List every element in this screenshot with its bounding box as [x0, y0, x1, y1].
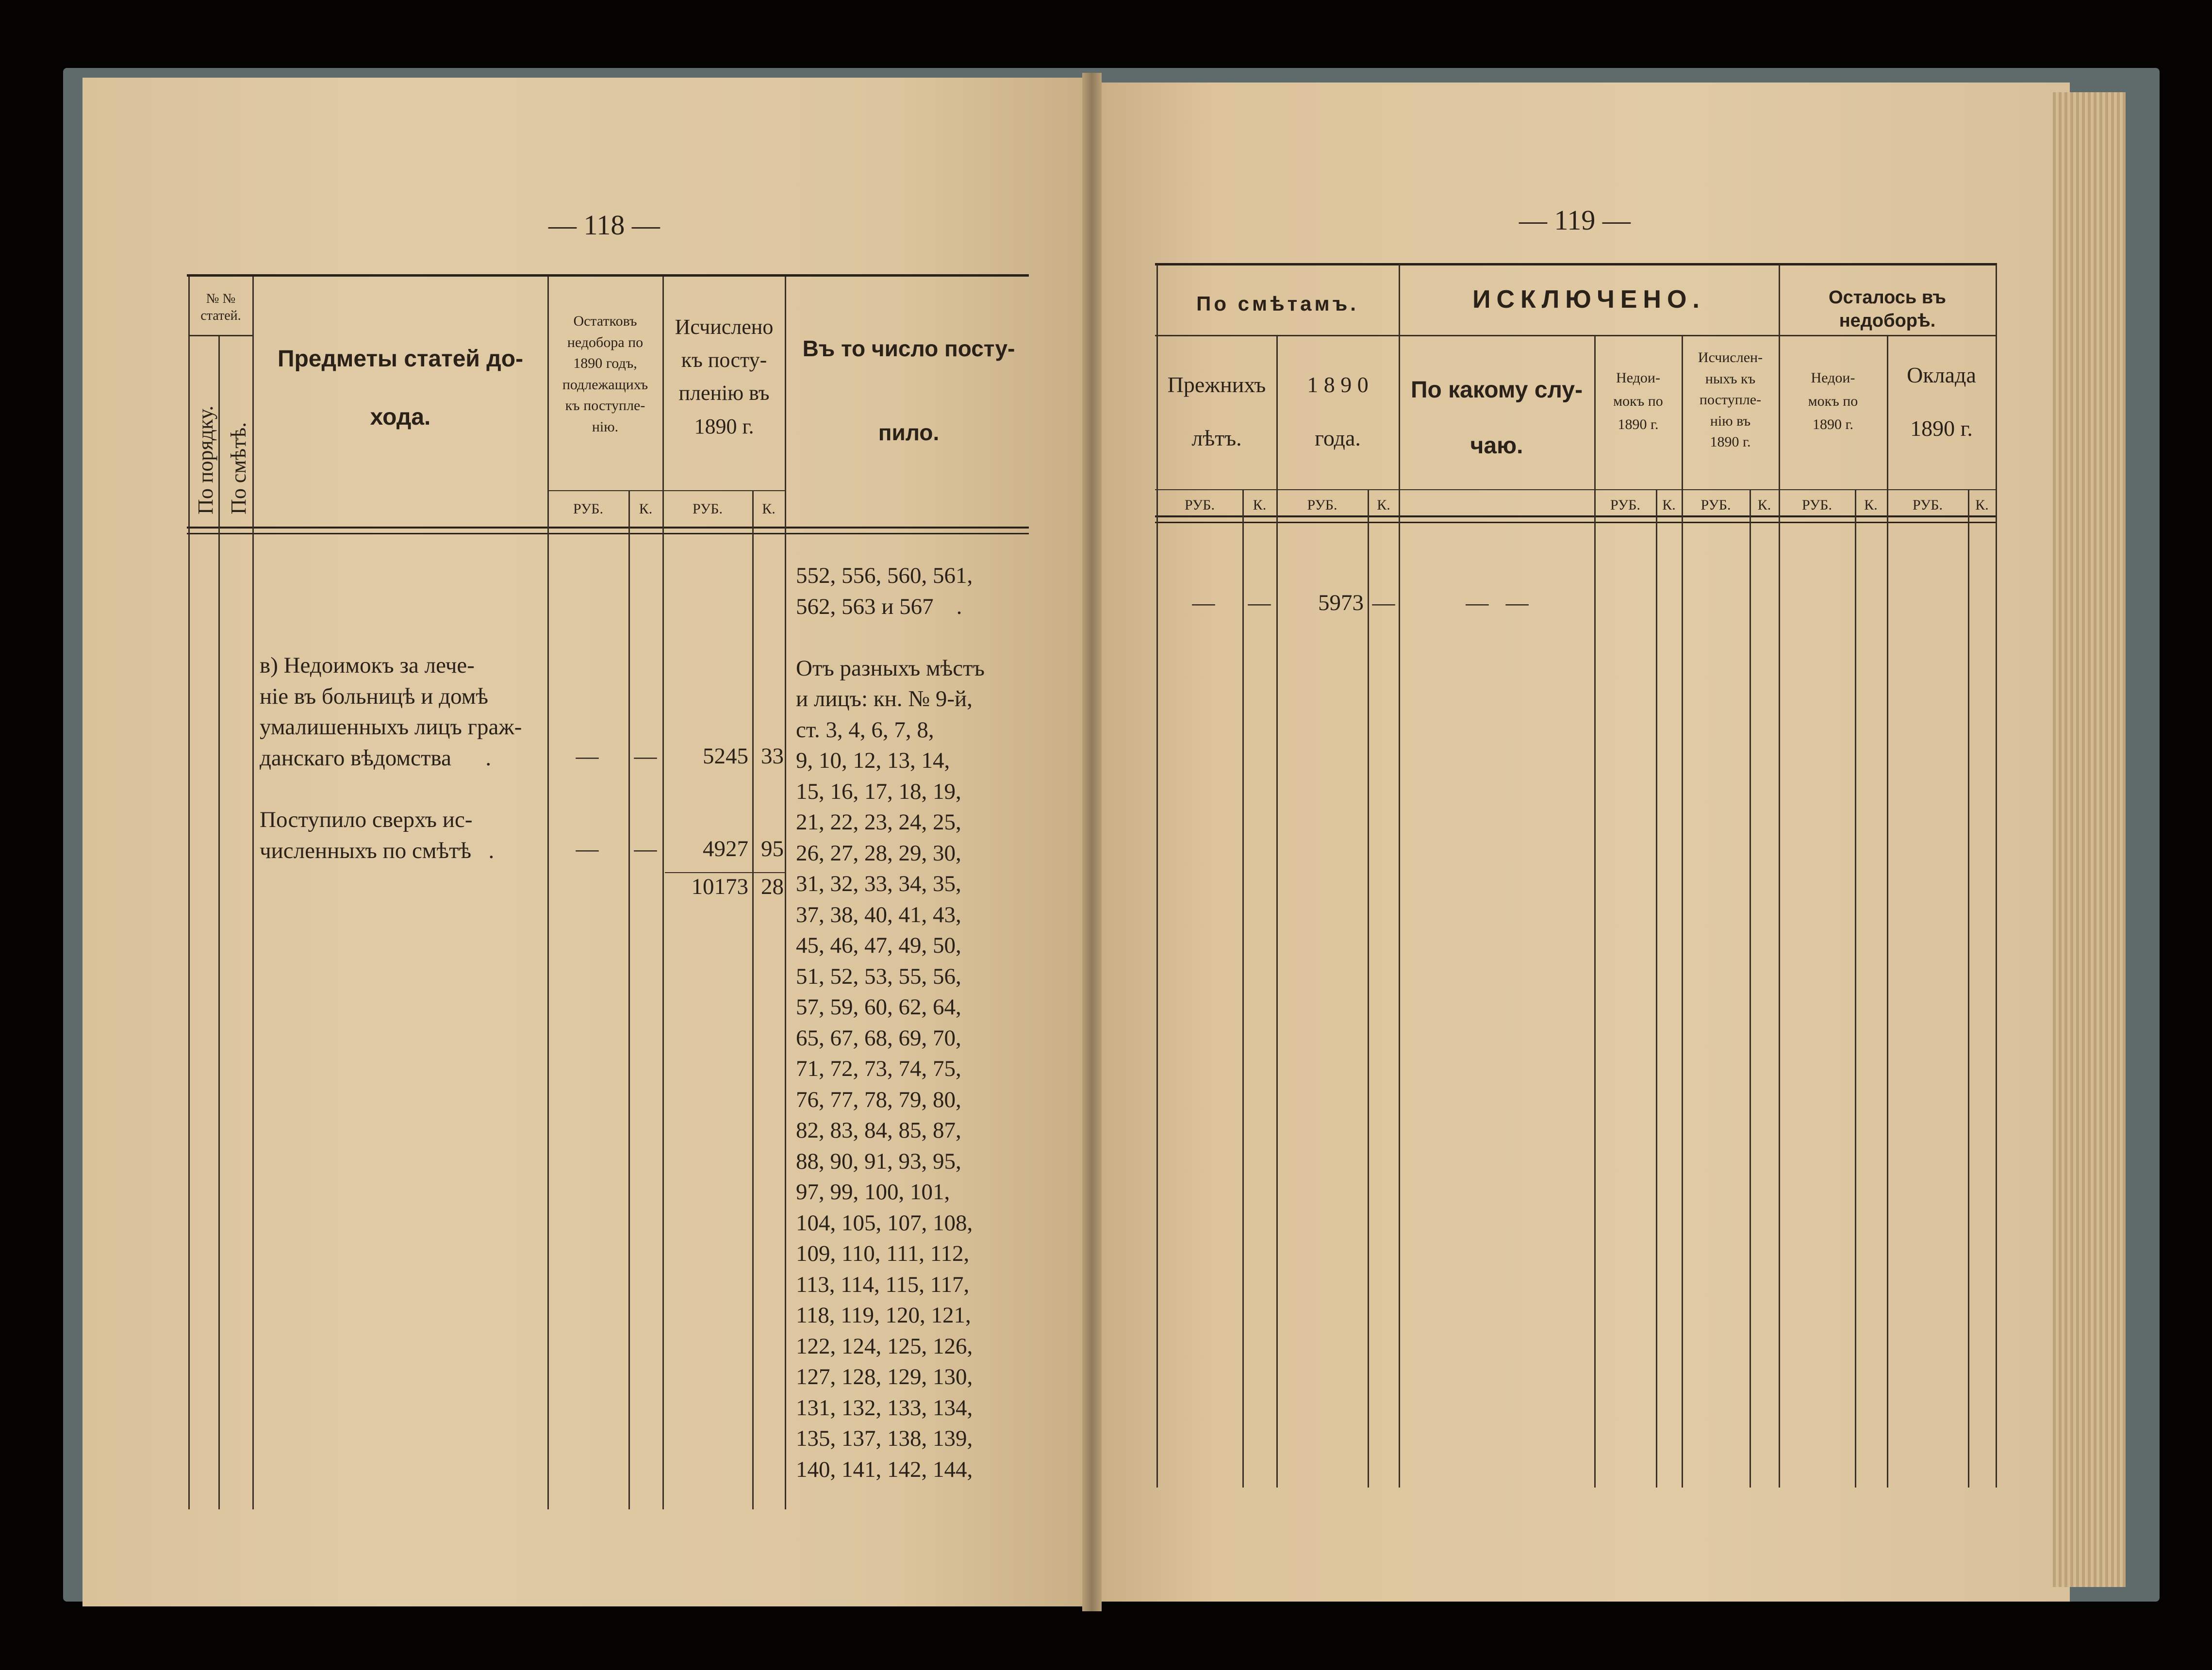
item-nedoimok-k2: 33 [761, 744, 784, 769]
col-line [1242, 490, 1244, 1488]
col-line [752, 490, 754, 1509]
col-line [1656, 490, 1657, 1488]
col-line [218, 335, 220, 1509]
unit-k: К. [1377, 497, 1390, 513]
header-po-poryadku: По порядку. [194, 405, 217, 514]
unit-rub: РУБ. [1307, 497, 1337, 513]
row-god-k: — [1372, 590, 1395, 615]
unit-k: К. [639, 501, 653, 517]
item-postupilo-k2: 95 [761, 836, 784, 861]
col-line [785, 277, 786, 1509]
row-line [188, 335, 252, 336]
left-header-rule-2 [187, 533, 1029, 534]
page-edges [2053, 92, 2126, 1587]
page-number-left: — 118 — [548, 209, 660, 241]
item-nedoimok-k1: — [634, 744, 657, 769]
row-line [1155, 489, 1997, 490]
col-line [1779, 265, 1780, 1488]
total-rub: 10173 [691, 874, 748, 899]
row-sluchay: — — [1466, 590, 1529, 615]
unit-rub: РУБ. [693, 501, 723, 517]
item-postupilo-rub2: 4927 [703, 836, 748, 861]
col-line [188, 277, 190, 1509]
row-god-rub: 5973 [1318, 590, 1364, 615]
item-postupilo: Поступило сверхъ ис- численныхъ по смѣтѣ . [260, 807, 495, 863]
header-predmety: Предметы статей до- хода. [277, 346, 524, 430]
unit-k: К. [762, 501, 776, 517]
row-line [547, 490, 785, 491]
header-ischislen: Исчислен- ныхъ къ поступле- нію въ 1890 г. [1698, 349, 1763, 450]
col-line [252, 277, 254, 1509]
col-line [1996, 265, 1997, 1488]
header-ostalos: Осталось въ недоборѣ. [1829, 287, 1946, 331]
unit-rub: РУБ. [1700, 497, 1731, 513]
col-line [547, 277, 549, 1509]
row-prezh-rub: — [1192, 590, 1215, 615]
unit-rub: РУБ. [1913, 497, 1943, 513]
item-nedoimok-rub1: — [576, 744, 599, 769]
total-rule [665, 872, 785, 873]
page-number-right: — 119 — [1519, 204, 1631, 236]
item-nedoimok: в) Недоимокъ за лече- ніе въ больницѣ и домѣ умалишенныхъ лицъ граж- данскаго вѣдомства . [260, 653, 522, 771]
header-ostatkov: Остатковъ недобора по 1890 годъ, подлежащихъ къ поступле- нію. [562, 313, 648, 435]
col-line [628, 490, 630, 1509]
left-header-rule [187, 527, 1029, 529]
header-ischisleno: Исчислено къ посту- пленію въ 1890 г. [675, 315, 774, 438]
header-nn-statei: № № статей. [200, 291, 241, 323]
total-k: 28 [761, 874, 784, 899]
right-header-rule [1155, 515, 1997, 517]
header-god1890: 1 8 9 0 года. [1307, 372, 1369, 451]
header-po-smetam: По смѣтамъ. [1196, 292, 1359, 315]
header-v-to-chislo: Въ то число посту- пило. [802, 336, 1015, 445]
header-isklyucheno: ИСКЛЮЧЕНО. [1472, 285, 1705, 314]
received-list: 552, 556, 560, 561, 562, 563 и 567 . Отъ разныхъ мѣстъ и лицъ: кн. № 9-й, ст. 3, 4, 6, 7, 8, 9, 10, 12, 13, 14, 15, 16, 17, 18, 19, 21, 22, 23, 24, 25, 26, 27, 28, 29, 30, 31, 32, 33, 34, 35, 37, 38, 40, 41, 43, 45, 46, 47, 49, 50, 51, 52, 53, 55, 56, 57, 59, 60, 62, 64, 65, 67, 68, 69, 70, 71, 72, 73, 74, 75, 76, 77, 78, 79, 80, 82, 83, 84, 85, 87, 88, 90, 91, 93, 95, 97, 99, 100, 101, 104, 105, 107, 108, 109, 110, 111, 112, 113, 114, 115, 117, 118, 119, 120, 121, 122, 124, 125, 126, 127, 128, 129, 130, 131, 132, 133, 134, 135, 137, 138, 139, 140, 141, 142, 144, [796, 563, 985, 1482]
header-oklada: Оклада 1890 г. [1907, 363, 1976, 441]
header-prezhnih: Прежнихъ лѣтъ. [1167, 372, 1266, 451]
col-line [1855, 490, 1856, 1488]
header-nedoimok-2: Недои- мокъ по 1890 г. [1808, 370, 1858, 432]
unit-rub: РУБ. [1185, 497, 1215, 513]
unit-k: К. [1757, 497, 1771, 513]
col-line [1968, 490, 1969, 1488]
left-top-rule [187, 274, 1029, 277]
item-postupilo-k1: — [634, 836, 657, 861]
right-top-rule [1155, 263, 1997, 265]
header-po-smete: По смѣтѣ. [227, 422, 250, 514]
header-po-kakomu: По какому слу- чаю. [1410, 377, 1583, 459]
unit-rub: РУБ. [573, 501, 603, 517]
unit-rub: РУБ. [1610, 497, 1640, 513]
right-header-rule-2 [1155, 522, 1997, 523]
header-nedoimok-1: Недои- мокъ по 1890 г. [1613, 370, 1663, 432]
unit-k: К. [1662, 497, 1676, 513]
row-prezh-k: — [1248, 590, 1271, 615]
col-line [1368, 490, 1369, 1488]
unit-rub: РУБ. [1802, 497, 1832, 513]
book-gutter [1082, 73, 1102, 1611]
unit-k: К. [1253, 497, 1267, 513]
col-line [1750, 490, 1751, 1488]
item-nedoimok-rub2: 5245 [703, 744, 748, 769]
col-line [662, 277, 664, 1509]
item-postupilo-rub1: — [576, 836, 599, 861]
row-line [1155, 335, 1997, 336]
unit-k: К. [1975, 497, 1989, 513]
unit-k: К. [1864, 497, 1878, 513]
